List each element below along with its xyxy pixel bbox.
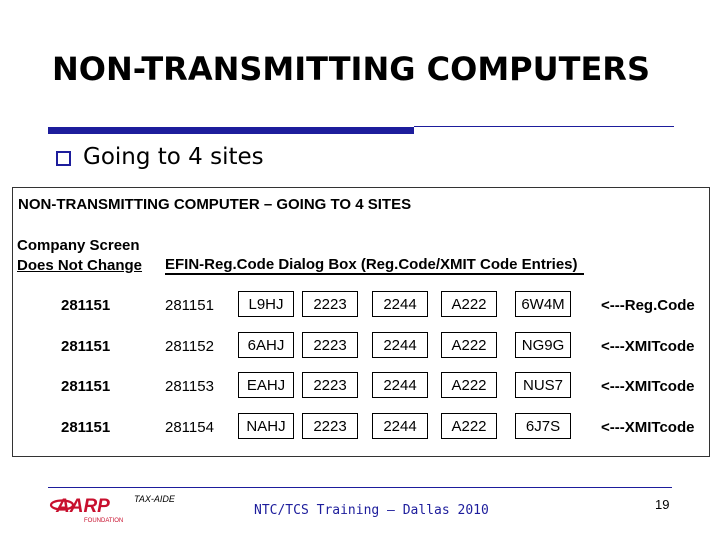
company-value: 281151 bbox=[61, 378, 111, 395]
table-title: NON-TRANSMITTING COMPUTER – GOING TO 4 SITES bbox=[18, 196, 412, 213]
company-value: 281151 bbox=[61, 297, 111, 314]
page-number: 19 bbox=[655, 497, 670, 512]
code-cell: L9HJ bbox=[238, 291, 294, 317]
code-cell: A222 bbox=[441, 332, 497, 358]
code-cell: NUS7 bbox=[515, 372, 571, 398]
logo-sub: FOUNDATION bbox=[84, 518, 124, 524]
code-cell: 2223 bbox=[302, 332, 358, 358]
row-note: <---Reg.Code bbox=[601, 297, 695, 314]
company-value: 281151 bbox=[61, 338, 111, 355]
title-underline-thin bbox=[414, 126, 674, 127]
code-cell: NG9G bbox=[515, 332, 571, 358]
table-row bbox=[13, 413, 709, 441]
checkbox-bullet-icon bbox=[56, 151, 71, 166]
efin-value: 281152 bbox=[165, 338, 214, 355]
code-cell: A222 bbox=[441, 413, 497, 439]
code-cell: EAHJ bbox=[238, 372, 294, 398]
efin-value: 281151 bbox=[165, 297, 214, 314]
footer-caption: NTC/TCS Training – Dallas 2010 bbox=[254, 503, 489, 518]
row-note: <---XMITcode bbox=[601, 378, 695, 395]
table-row bbox=[13, 332, 709, 360]
dialog-box-header: EFIN-Reg.Code Dialog Box (Reg.Code/XMIT Code Entries) bbox=[165, 256, 584, 275]
company-value: 281151 bbox=[61, 419, 111, 436]
code-cell: 6J7S bbox=[515, 413, 571, 439]
slide-title: NON-TRANSMITTING COMPUTERS bbox=[52, 50, 650, 88]
code-cell: 2244 bbox=[372, 291, 428, 317]
code-cell: 2244 bbox=[372, 372, 428, 398]
footer-divider bbox=[48, 487, 672, 488]
code-cell: 2223 bbox=[302, 372, 358, 398]
title-underline-thick bbox=[48, 127, 414, 134]
code-cell: A222 bbox=[441, 372, 497, 398]
company-label-line2: Does Not Change bbox=[17, 257, 143, 274]
logo-text: AARP bbox=[56, 496, 110, 517]
code-cell: 2244 bbox=[372, 332, 428, 358]
code-cell: NAHJ bbox=[238, 413, 294, 439]
company-label-line1: Company Screen bbox=[17, 237, 140, 254]
row-note: <---XMITcode bbox=[601, 419, 695, 436]
bullet-item bbox=[56, 144, 264, 170]
efin-value: 281153 bbox=[165, 378, 214, 395]
code-cell: 2223 bbox=[302, 413, 358, 439]
efin-value: 281154 bbox=[165, 419, 214, 436]
codes-table bbox=[12, 187, 710, 457]
code-cell: 6W4M bbox=[515, 291, 571, 317]
table-row bbox=[13, 291, 709, 319]
code-cell: 2244 bbox=[372, 413, 428, 439]
table-row bbox=[13, 372, 709, 400]
row-note: <---XMITcode bbox=[601, 338, 695, 355]
aarp-logo bbox=[48, 492, 198, 526]
code-cell: A222 bbox=[441, 291, 497, 317]
company-column-label bbox=[17, 236, 142, 276]
logo-tag: TAX-AIDE bbox=[134, 494, 175, 504]
bullet-text: Going to 4 sites bbox=[83, 144, 264, 170]
code-cell: 2223 bbox=[302, 291, 358, 317]
code-cell: 6AHJ bbox=[238, 332, 294, 358]
